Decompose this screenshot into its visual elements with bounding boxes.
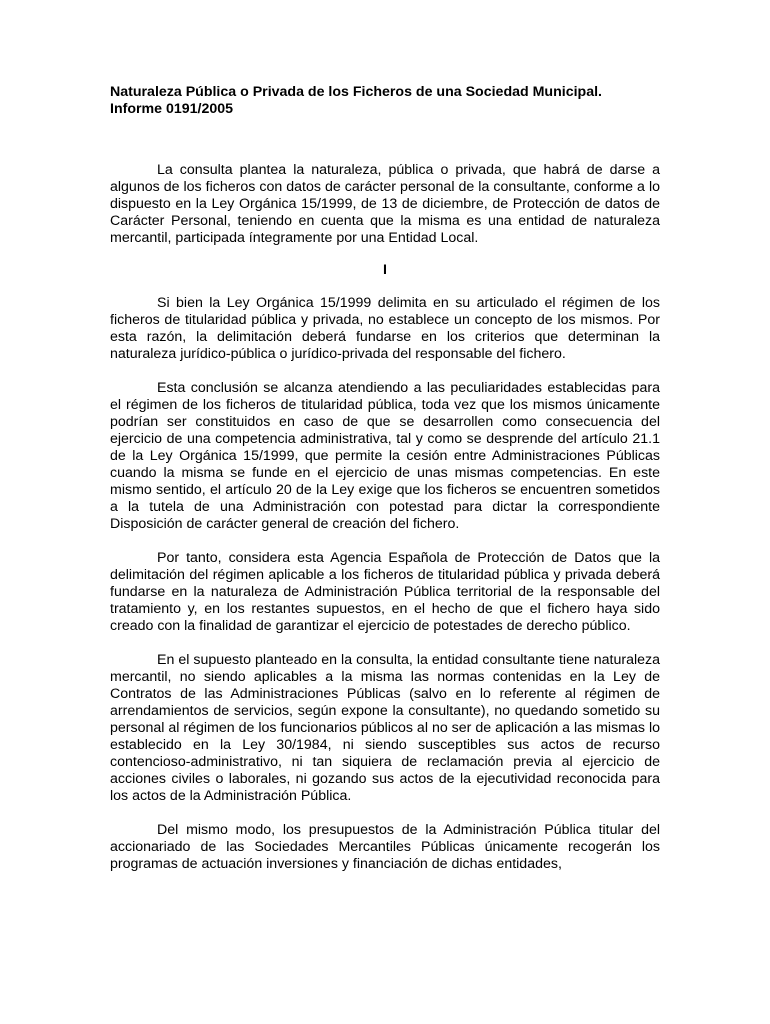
intro-paragraph: La consulta plantea la naturaleza, pública o privada, que habrá de darse a algunos de los ficheros con datos de carácter personal de la consultante, conforme a lo dispuesto en la Ley Orgánica 15/1999, de 13 de diciembre, de Protección de datos de Carácter Personal, teniendo en cuenta que la misma es una entidad de naturaleza mercantil, participada íntegramente por una Entidad Local. [110,162,660,246]
document-title [110,84,660,118]
body-paragraph: En el supuesto planteado en la consulta, la entidad consultante tiene naturaleza mercantil, no siendo aplicables a la misma las normas contenidas en la Ley de Contratos de las Administraciones Públicas (salvo en lo referente al régimen de arrendamientos de servicios, según expone la consultante), no quedando sometido su personal al régimen de los funcionarios públicos al no ser de aplicación a las mismas lo establecido en la Ley 30/1984, ni siendo susceptibles sus actos de recurso contencioso-administrativo, ni tan siquiera de reclamación previa al ejercicio de acciones civiles o laborales, ni gozando sus actos de la ejecutividad reconocida para los actos de la Administración Pública. [110,652,660,804]
body-paragraph: Esta conclusión se alcanza atendiendo a las peculiaridades establecidas para el régimen de los ficheros de titularidad pública, toda vez que los mismos únicamente podrían ser constituidos en caso de que se desarrollen como consecuencia del ejercicio de una competencia administrativa, tal y como se desprende del artículo 21.1 de la Ley Orgánica 15/1999, que permite la cesión entre Administraciones Públicas cuando la misma se funde en el ejercicio de unas mismas competencias. En este mismo sentido, el artículo 20 de la Ley exige que los ficheros se encuentren sometidos a la tutela de una Administración con potestad para dictar la correspondiente Disposición de carácter general de creación del fichero. [110,380,660,532]
title-line-1: Naturaleza Pública o Privada de los Ficheros de una Sociedad Municipal. [110,84,602,100]
body-paragraph: Del mismo modo, los presupuestos de la Administración Pública titular del accionariado de las Sociedades Mercantiles Públicas únicamente recogerán los programas de actuación inversiones y financiación de dichas entidades, [110,822,660,872]
title-line-2: Informe 0191/2005 [110,101,234,117]
section-heading: I [383,262,387,278]
body-paragraph: Por tanto, considera esta Agencia Española de Protección de Datos que la delimitación del régimen aplicable a los ficheros de titularidad pública y privada deberá fundarse en la naturaleza de Administración Pública territorial de la responsable del tratamiento y, en los restantes supuestos, en el hecho de que el fichero haya sido creado con la finalidad de garantizar el ejercicio de potestades de derecho público. [110,550,660,634]
body-paragraph: Si bien la Ley Orgánica 15/1999 delimita en su articulado el régimen de los ficheros de titularidad pública y privada, no establece un concepto de los mismos. Por esta razón, la delimitación deberá fundarse en los criterios que determinan la naturaleza jurídico-pública o jurídico-privada del responsable del fichero. [110,295,660,362]
